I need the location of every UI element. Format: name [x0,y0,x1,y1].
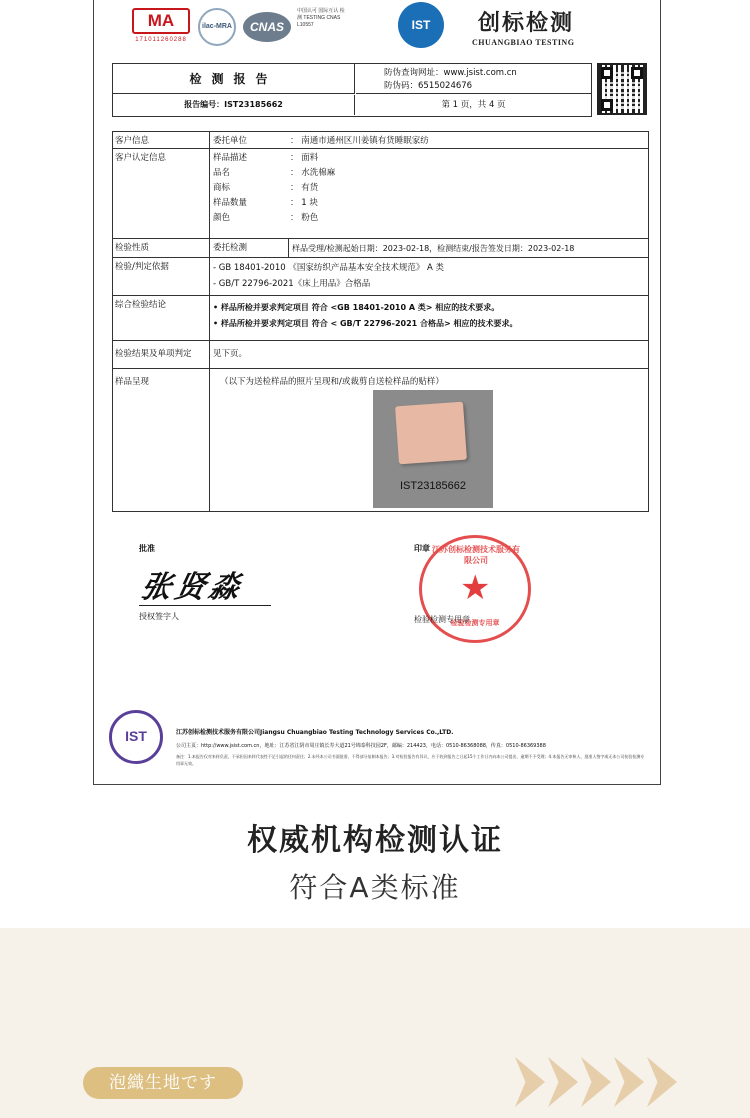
seal-ring-text: 江苏创标检测技术服务有限公司 [432,545,520,565]
verify-url: 防伪查询网址：www.jsist.com.cn [384,68,517,78]
signature-line [139,605,271,606]
brand-name-en: CHUANGBIAO TESTING [472,38,575,47]
report-info-box [112,63,592,117]
approve-label: 批准 [139,544,155,553]
official-seal [419,535,531,643]
footer-contact: 公司主页：http://www.jsist.com.cn，地址：江苏省江阴市周庄镇长寿大道21号锦泰科技园2F，邮编：214423，电话：0510-86368088，传真：0510-86369388 [176,743,546,749]
signature: 张贤淼 [137,570,247,605]
sample-photo-label: IST23185662 [399,480,467,492]
seal-use-label: 检验检测专用章 [414,615,470,624]
report-number: 报告编号：IST23185662 [113,95,355,115]
ist-footer-logo: IST [109,710,163,764]
row-confirmed-info: 客户认定信息 样品描述 品名 商标 样品数量 颜色 ： 面料 ： 水洗棉麻 ： 有货 ： 1 块 ： 粉色 [113,149,648,239]
report-title: 检测报告 [113,64,355,94]
verify-code: 防伪码：6515024676 [384,81,473,91]
report-table [112,131,649,512]
seal-label: 印章 [414,544,430,553]
section-title: 权威机构检测认证 [247,823,503,858]
cnas-logo: CNAS [243,12,291,42]
seal-star-icon: ★ [460,568,491,608]
row-basis: 检验/判定依据 - GB 18401-2010 《国家纺织产品基本安全技术规范》 A 类 - GB/T 22796-2021《床上用品》合格品 [113,258,648,296]
section-subtitle: 符合A类标准 [289,871,461,904]
sample-photo [373,390,493,508]
row-result: 检验结果及单项判定 见下页。 [113,341,648,369]
row-conclusion: 综合检验结论 • 样品所检并要求判定项目 符合 <GB 18401-2010 A 类> 相应的技术要求。 • 样品所检并要求判定项目 符合 < GB/T 22796-2021 合格品> 相应的技术要求。 [113,296,648,341]
footer-notes: 备注：1.本报告仅对来样负责，不承担因来样代表性不足引起的任何责任；2.未经本公司书面批准，不得部分复制本报告；3.对检验报告有异议，应于收到报告之日起15个工作日内向本公司提出，逾期不予受理；4.本报告无审核人、批准人签字或无本公司检验检测专用章无效。 [176,754,645,766]
ilac-mra-logo: ilac-MRA [198,8,236,46]
anti-counterfeit-info [356,64,591,94]
fabric-tag-pill: 泡織生地です [83,1067,243,1099]
cnas-text: 中国认可 国际互认 检测 TESTING CNAS L10557 [297,8,345,28]
qr-code-icon [597,63,647,115]
cma-logo: MA [132,8,190,34]
test-report-document [93,0,661,785]
cma-number: 171011260288 [135,37,187,43]
signer-label: 授权签字人 [139,612,179,621]
report-header [94,0,660,60]
fabric-sample [395,402,467,465]
ist-logo: IST [398,2,444,48]
footer-company: 江苏创标检测技术服务有限公司Jiangsu Chuangbiao Testing Technology Services Co.,LTD. [176,729,454,736]
seal-bottom-text: 检验检测专用章 [450,619,500,627]
page-info: 第 1 页，共 4 页 [441,100,506,110]
row-client-info: 客户信息 委托单位 ： 南通市通州区川姜镇有货睡眠家纺 [113,132,648,149]
brand-name-cn: 创标检测 [478,11,575,36]
row-test-nature: 检验性质 委托检测 样品受理/检测起始日期：2023-02-18，检测结束/报告签发日期：2023-02-18 [113,239,648,258]
row-sample: 样品呈现 （以下为送检样品的照片呈现和/或裁剪自送检样品的贴样） [113,369,648,511]
